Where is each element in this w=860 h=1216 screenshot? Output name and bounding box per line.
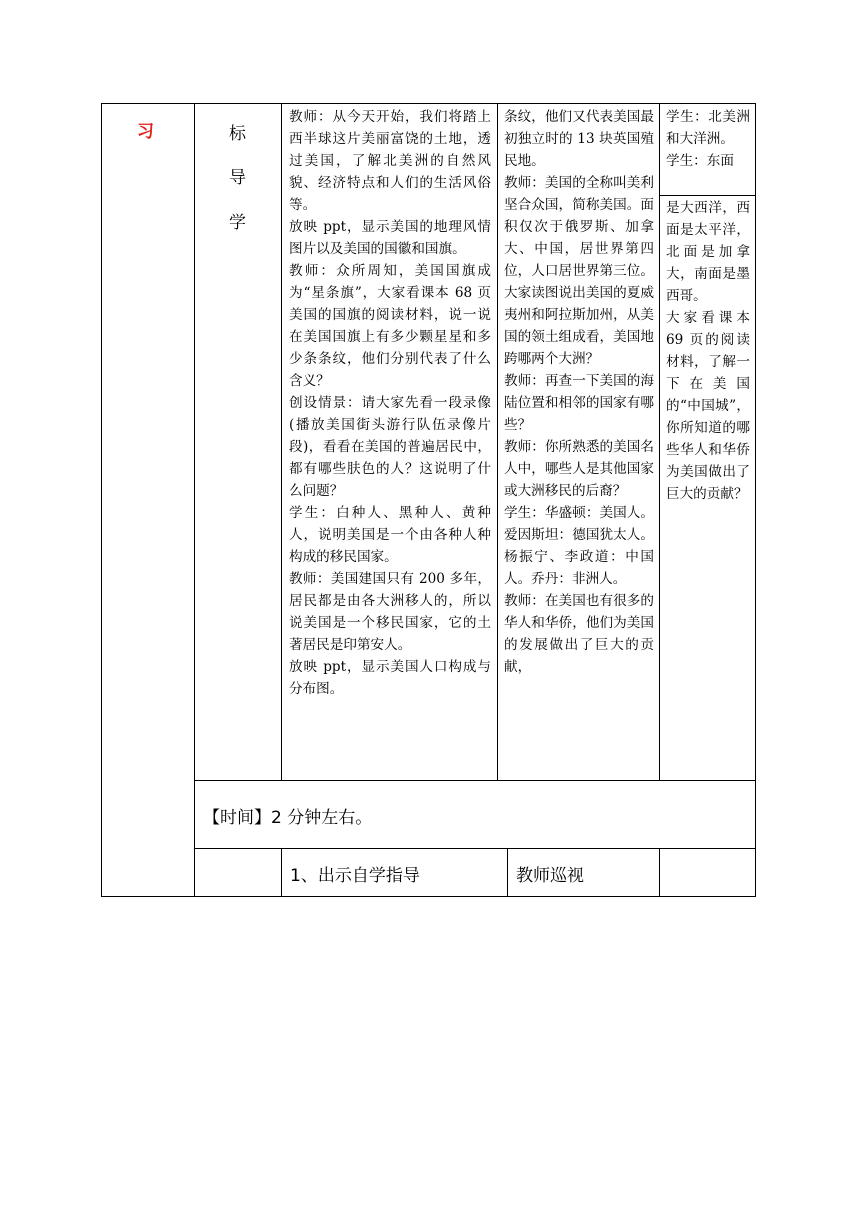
student-col-divider xyxy=(660,195,756,196)
teacher-activity-cell xyxy=(289,106,491,700)
table-bottom-border xyxy=(101,896,756,897)
table-top-border xyxy=(101,103,756,104)
student-answer-partial: 学生：东面 xyxy=(666,153,734,169)
teacher-paragraph: 教师：美国建国只有 200 多年，居民都是由各大洲移人的，所以说美国是一个移民国家，它的土著居民是印第安人。 xyxy=(289,571,491,653)
col-divider-2 xyxy=(281,103,282,781)
col-divider-4-lower xyxy=(659,848,660,897)
col-divider-4 xyxy=(659,103,660,781)
col-divider-2-lower xyxy=(281,848,282,897)
col-divider-1 xyxy=(194,103,195,897)
table-right-border xyxy=(755,103,756,897)
row-divider-time xyxy=(194,848,756,849)
student-top-cell xyxy=(666,106,750,172)
left-label: 习 xyxy=(137,122,154,142)
step-content: 1、出示自学指导 xyxy=(290,866,420,886)
dialogue-paragraph: 教师：再查一下美国的海陆位置和相邻的国家有哪些？ xyxy=(504,373,654,433)
student-answer-cont: 是大西洋，西面是太平洋，北面是加拿大，南面是墨西哥。 xyxy=(666,200,750,304)
teacher-paragraph: 放映 ppt，显示美国人口构成与分布图。 xyxy=(289,659,491,697)
teacher-paragraph: 学生：白种人、黑种人、黄种人，说明美国是一个由各种人种构成的移民国家。 xyxy=(289,505,491,565)
student-reading-task: 大家看课本 69 页的阅读材料，了解一下在美国的“中国城”，你所知道的哪些华人和华侨为美国做出了巨大的贡献？ xyxy=(666,310,750,502)
col-divider-3-lower xyxy=(507,848,508,897)
teacher-paragraph: 放映 ppt，显示美国的地理风情图片以及美国的国徽和国旗。 xyxy=(289,219,491,257)
table-left-border xyxy=(101,103,102,897)
student-answer: 学生：北美洲和大洋洲。 xyxy=(666,109,750,147)
section-label-char-1: 标 xyxy=(229,124,246,144)
row-divider-main xyxy=(194,780,756,781)
col-divider-3 xyxy=(497,103,498,781)
teacher-paragraph: 创设情景：请大家先看一段录像(播放美国街头游行队伍录像片段)，看看在美国的普遍居民中，都有哪些肤色的人？这说明了什么问题？ xyxy=(289,395,491,499)
dialogue-paragraph: 教师：你所熟悉的美国名人中，哪些人是其他国家或大洲移民的后裔？ xyxy=(504,439,654,499)
student-bottom-cell xyxy=(666,197,750,505)
dialogue-paragraph: 条纹，他们又代表美国最初独立时的 13 块英国殖民地。 xyxy=(504,109,654,169)
time-row-text: 【时间】2 分钟左右。 xyxy=(203,808,373,828)
teacher-paragraph: 教师：众所周知，美国国旗成为“星条旗”，大家看课本 68 页美国的国旗的阅读材料，说一说在美国国旗上有多少颗星星和多少条条纹，他们分别代表了什么含义？ xyxy=(289,263,491,389)
dialogue-paragraph: 教师：在美国也有很多的华人和华侨，他们为美国的发展做出了巨大的贡献， xyxy=(504,593,654,675)
section-label-char-2: 导 xyxy=(229,168,246,188)
dialogue-cell xyxy=(504,106,654,678)
section-label-char-3: 学 xyxy=(229,213,246,233)
step-teacher: 教师巡视 xyxy=(516,866,584,886)
dialogue-paragraph: 学生：华盛顿：美国人。爱因斯坦：德国犹太人。杨振宁、李政道：中国人。乔丹：非洲人。 xyxy=(504,505,654,587)
dialogue-paragraph: 教师：美国的全称叫美利坚合众国，简称美国。面积仅次于俄罗斯、加拿大、中国，居世界第四位，人口居世界第三位。大家读图说出美国的夏威夷州和阿拉斯加州，从美国的领土组成看，美国地跨哪两个大洲？ xyxy=(504,175,654,367)
teacher-paragraph: 教师：从今天开始，我们将踏上西半球这片美丽富饶的土地，透过美国，了解北美洲的自然风貌、经济特点和人们的生活风俗等。 xyxy=(289,109,491,213)
